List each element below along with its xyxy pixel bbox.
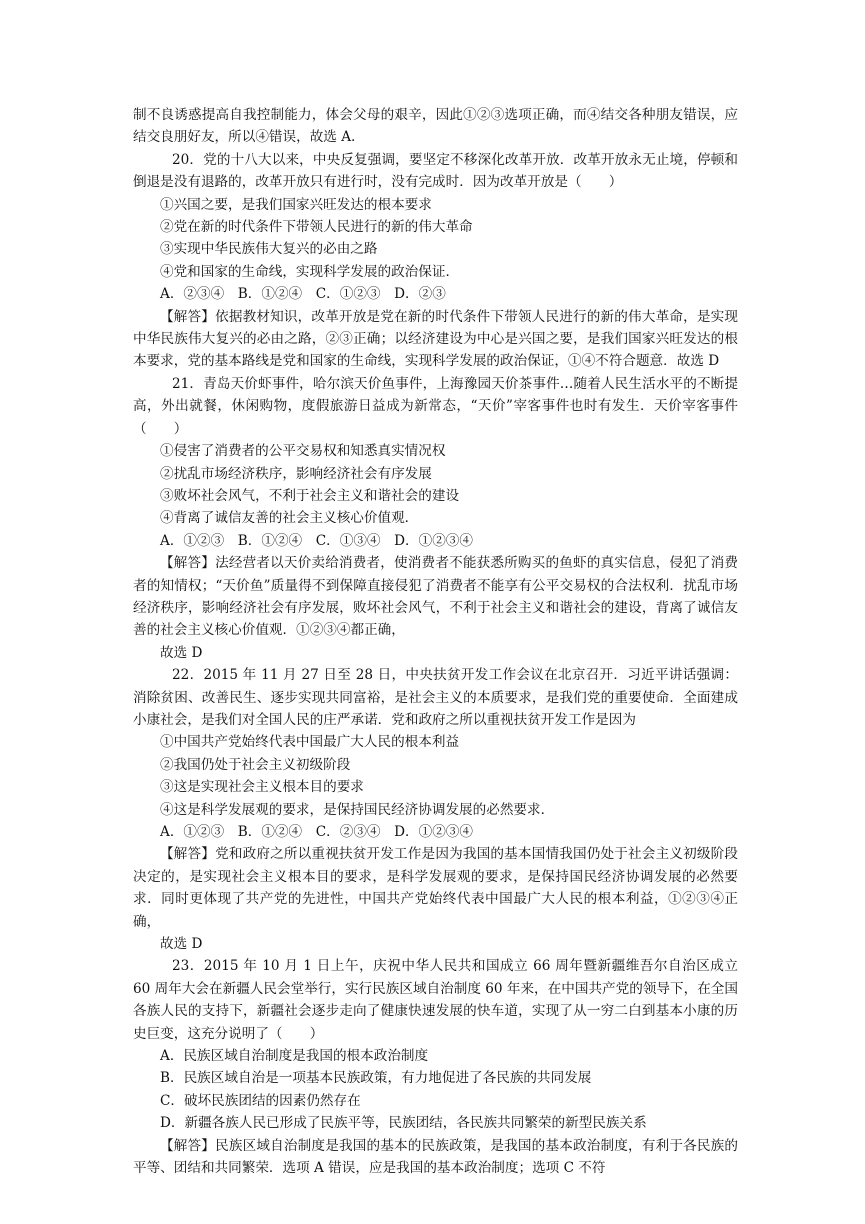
question-22-item-3: ③这是实现社会主义根本目的要求 — [160, 779, 364, 796]
question-23-option-d: D．新疆各族人民已形成了民族平等，民族团结，各民族共同繁荣的新型民族关系 — [160, 1115, 647, 1132]
question-21-item-1: ①侵害了消费者的公平交易权和知悉真实情况权 — [160, 443, 446, 460]
question-22-options: A．①②③ B．①②④ C．②③④ D．①②③④ — [160, 824, 473, 840]
question-23-stem: 23．2015 年 10 月 1 日上午，庆祝中华人民共和国成立 66 周年暨新疆维吾尔自治区成立 60 周年大会在新疆人民会堂举行，实行民族区域自治制度 60 年来，在中国共产党的领导下，在全国各族人民的支持下，新疆社会逐步走向了健康快速发展的快车道，实现了从一穷二白到基本小康的历史巨变，这充分说明了（ ） — [133, 958, 738, 1042]
question-22-item-1: ①中国共产党始终代表中国最广大人民的根本利益 — [160, 734, 460, 751]
question-22-stem: 22．2015 年 11 月 27 日至 28 日，中央扶贫开发工作会议在北京召开．习近平讲话强调：消除贫困、改善民生、逐步实现共同富裕，是社会主义的本质要求，是我们党的重要使命．全面建成小康社会，是我们对全国人民的庄严承诺．党和政府之所以重视扶贫开发工作是因为 — [133, 667, 738, 728]
question-21-item-4: ④背离了诚信友善的社会主义核心价值观． — [160, 510, 419, 527]
question-20-item-3: ③实现中华民族伟大复兴的必由之路 — [160, 241, 378, 258]
document-body — [133, 104, 738, 1180]
question-20-options: A．②③④ B．①②④ C．①②③ D．②③ — [160, 286, 446, 303]
carryover-answer-text: 制不良诱惑提高自我控制能力，体会父母的艰辛，因此①②③选项正确，而④结交各种朋友错误，应结交良朋好友，所以④错误，故选 A. — [133, 107, 738, 146]
question-21-conclusion: 故选 D — [160, 644, 203, 661]
question-22-item-4: ④这是科学发展观的要求，是保持国民经济协调发展的必然要求． — [160, 801, 555, 818]
question-23-option-a: A．民族区域自治制度是我国的根本政治制度 — [160, 1048, 429, 1065]
question-21-item-3: ③败坏社会风气，不利于社会主义和谐社会的建设 — [160, 487, 460, 504]
question-20-stem: 20．党的十八大以来，中央反复强调，要坚定不移深化改革开放．改革开放永无止境，停顿和倒退是没有退路的，改革开放只有进行时，没有完成时．因为改革开放是（ ） — [133, 151, 738, 191]
question-21-item-2: ②扰乱市场经济秩序，影响经济社会有序发展 — [160, 465, 432, 482]
question-20-item-4: ④党和国家的生命线，实现科学发展的政治保证． — [160, 263, 460, 280]
question-23-option-c: C．破坏民族团结的因素仍然存在 — [160, 1092, 361, 1109]
question-23-option-b: B．民族区域自治是一项基本民族政策，有力地促进了各民族的共同发展 — [160, 1070, 592, 1087]
question-20-answer: 【解答】依据教材知识，改革开放是党在新的时代条件下带领人民进行的新的伟大革命，是实现中华民族伟大复兴的必由之路，②③正确；以经济建设为中心是兴国之要，是我们国家兴旺发达的根本要求，党的基本路线是党和国家的生命线，实现科学发展的政治保证，①④不符合题意．故选 D — [133, 308, 738, 370]
question-21-stem: 21．青岛天价虾事件，哈尔滨天价鱼事件，上海豫园天价茶事件…随着人民生活水平的不断提高，外出就餐，休闲购物，度假旅游日益成为新常态，“天价”宰客事件也时有发生．天价宰客事件（ ） — [133, 375, 738, 437]
question-20-item-1: ①兴国之要，是我们国家兴旺发达的根本要求 — [160, 196, 432, 213]
question-20-item-2: ②党在新的时代条件下带领人民进行的新的伟大革命 — [160, 219, 473, 236]
question-22-conclusion: 故选 D — [160, 936, 203, 953]
question-23-answer: 【解答】民族区域自治制度是我国的基本的民族政策，是我国的基本政治制度，有利于各民族的平等、团结和共同繁荣．选项 A 错误，应是我国的基本政治制度；选项 C 不符 — [133, 1137, 738, 1177]
question-21-options: A．①②③ B．①②④ C．①③④ D．①②③④ — [160, 532, 473, 549]
question-22-answer: 【解答】党和政府之所以重视扶贫开发工作是因为我国的基本国情我国仍处于社会主义初级阶段决定的，是实现社会主义根本目的要求，是科学发展观的要求，是保持国民经济协调发展的必然要求．同时更体现了共产党的先进性，中国共产党始终代表中国最广大人民的根本利益，①②③④正确， — [133, 846, 738, 930]
question-22-item-2: ②我国仍处于社会主义初级阶段 — [160, 756, 351, 773]
question-21-answer: 【解答】法经营者以天价卖给消费者，使消费者不能获悉所购买的鱼虾的真实信息，侵犯了消费者的知情权；“天价鱼”质量得不到保障直接侵犯了消费者不能享有公平交易权的合法权利．扰乱市场经济秩序，影响经济社会有序发展，败坏社会风气，不利于社会主义和谐社会的建设，背离了诚信友善的社会主义核心价值观．①②③④都正确， — [133, 555, 738, 639]
